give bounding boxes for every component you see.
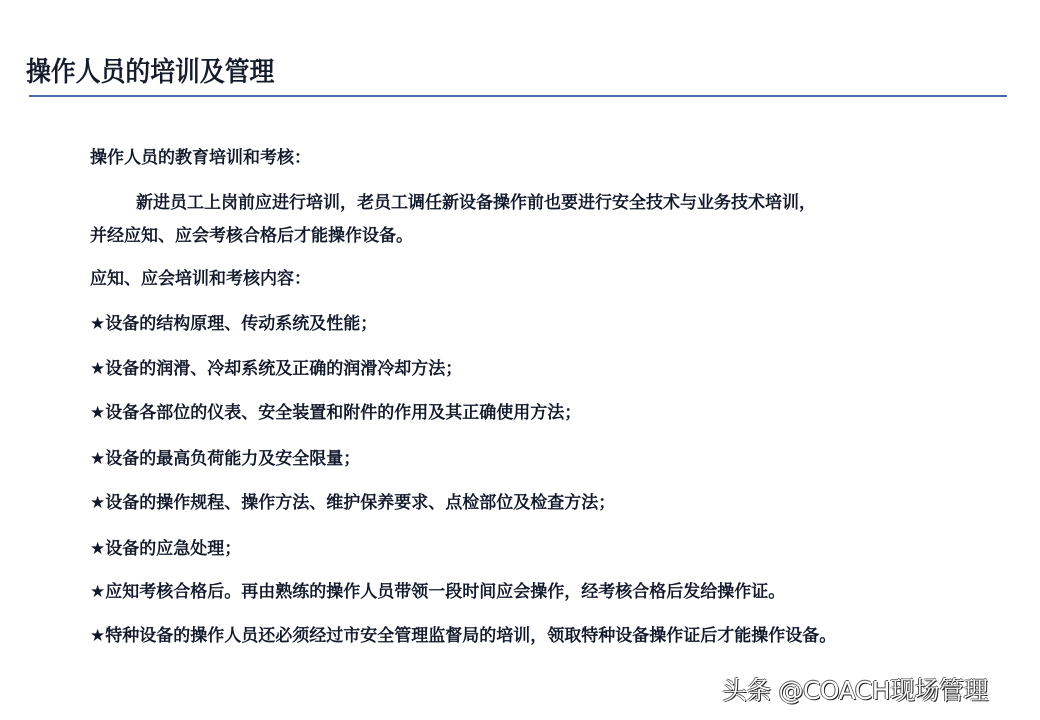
bullet-item bbox=[90, 580, 785, 604]
bullet-item bbox=[90, 401, 581, 425]
star-icon: ★ bbox=[90, 582, 106, 602]
watermark: 头条 @COACH现场管理 bbox=[722, 676, 989, 705]
star-icon: ★ bbox=[90, 314, 106, 334]
star-icon: ★ bbox=[90, 539, 106, 559]
star-icon: ★ bbox=[90, 403, 106, 423]
bullet-text: 设备各部位的仪表、安全装置和附件的作用及其正确使用方法； bbox=[105, 403, 582, 423]
star-icon: ★ bbox=[90, 449, 106, 469]
bullet-item bbox=[90, 624, 836, 648]
bullet-item bbox=[90, 447, 360, 471]
star-icon: ★ bbox=[90, 493, 106, 513]
bullet-text: 设备的操作规程、操作方法、维护保养要求、点检部位及检查方法； bbox=[105, 493, 616, 513]
title-divider bbox=[29, 95, 1007, 97]
section-heading-content: 应知、应会培训和考核内容： bbox=[90, 269, 311, 289]
paragraph-line: 并经应知、应会考核合格后才能操作设备。 bbox=[90, 226, 413, 246]
bullet-item bbox=[90, 357, 462, 381]
bullet-item bbox=[90, 537, 241, 561]
bullet-text: 设备的最高负荷能力及安全限量； bbox=[105, 449, 361, 469]
bullet-item bbox=[90, 312, 377, 336]
star-icon: ★ bbox=[90, 359, 106, 379]
star-icon: ★ bbox=[90, 626, 106, 646]
bullet-text: 设备的应急处理； bbox=[105, 539, 242, 559]
bullet-text: 设备的结构原理、传动系统及性能； bbox=[105, 314, 378, 334]
page-title: 操作人员的培训及管理 bbox=[26, 57, 275, 88]
section-heading-training: 操作人员的教育培训和考核： bbox=[90, 148, 311, 168]
bullet-text: 特种设备的操作人员还必须经过市安全管理监督局的培训，领取特种设备操作证后才能操作设备。 bbox=[105, 626, 837, 646]
paragraph-line: 新进员工上岗前应进行培训，老员工调任新设备操作前也要进行安全技术与业务技术培训， bbox=[136, 193, 816, 213]
bullet-text: 设备的润滑、冷却系统及正确的润滑冷却方法； bbox=[105, 359, 463, 379]
bullet-text: 应知考核合格后。再由熟练的操作人员带领一段时间应会操作，经考核合格后发给操作证。 bbox=[105, 582, 786, 602]
bullet-item bbox=[90, 491, 615, 515]
